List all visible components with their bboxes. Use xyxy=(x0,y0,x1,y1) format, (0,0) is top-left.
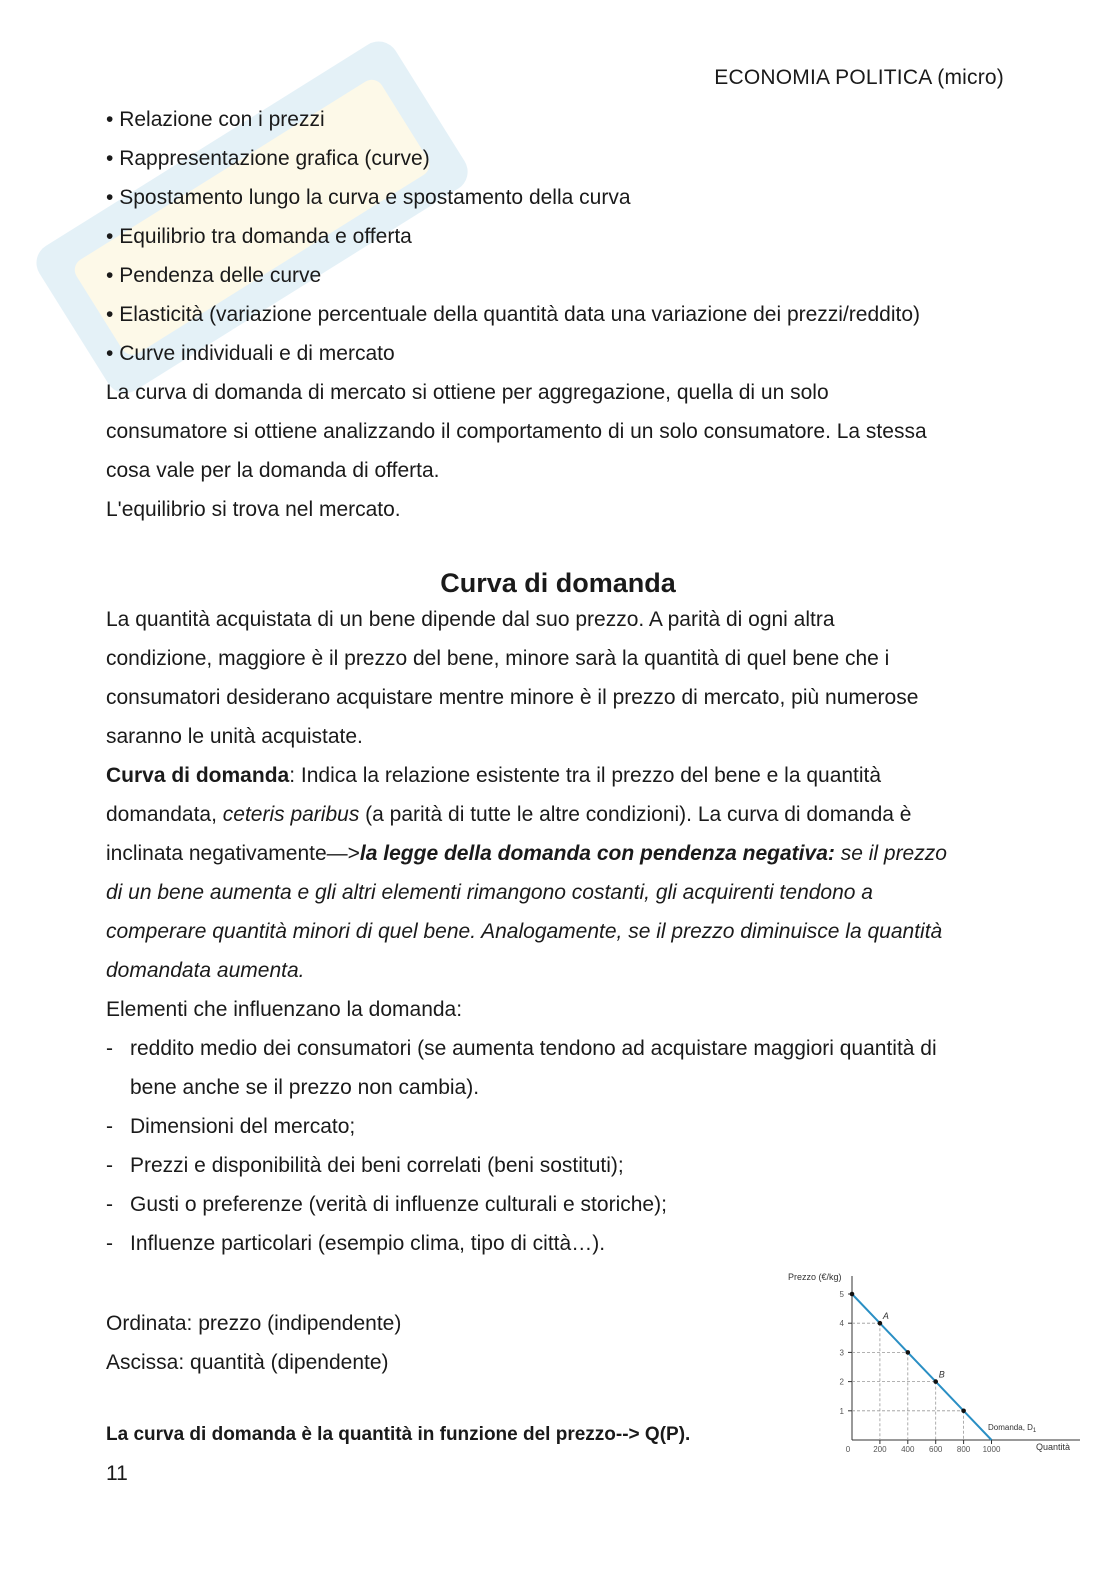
y-tick-label: 4 xyxy=(839,1319,844,1329)
point-label: A xyxy=(882,1311,889,1322)
paragraph-line: condizione, maggiore è il prezzo del bene, minore sarà la quantità di quel bene che i xyxy=(106,647,890,670)
list-item: • Equilibrio tra domanda e offerta xyxy=(106,225,412,248)
y-axis-label: Prezzo (€/kg) xyxy=(788,1272,842,1282)
paragraph-line: consumatori desiderano acquistare mentre minore è il prezzo di mercato, più numerose xyxy=(106,686,919,709)
dash: - xyxy=(106,1115,113,1138)
list-item: • Curve individuali e di mercato xyxy=(106,342,395,365)
bullet: • xyxy=(106,303,114,326)
demand-curve xyxy=(852,1294,992,1440)
data-point xyxy=(906,1350,911,1355)
list-item: - reddito medio dei consumatori (se aumenta tendono ad acquistare maggiori quantità di xyxy=(106,1029,1006,1068)
y-tick-label: 1 xyxy=(839,1406,844,1416)
list-item: - Gusti o preferenze (verità di influenze culturali e storiche); xyxy=(106,1185,1006,1224)
list-item: • Relazione con i prezzi xyxy=(106,108,325,131)
page-header: ECONOMIA POLITICA (micro) xyxy=(714,66,1004,89)
list-item: • Rappresentazione grafica (curve) xyxy=(106,147,430,170)
bullet: • xyxy=(106,186,114,209)
x-tick-label: 400 xyxy=(901,1445,915,1454)
paragraph-line: La quantità acquistata di un bene dipende dal suo prezzo. A parità di ogni altra xyxy=(106,608,835,631)
point-label: B xyxy=(938,1369,945,1380)
ordinata-note: Ordinata: prezzo (indipendente) xyxy=(106,1312,402,1335)
intro-line: La curva di domanda di mercato si ottiene per aggregazione, quella di un solo xyxy=(106,381,829,404)
definition-line: comperare quantità minori di quel bene. Analogamente, se il prezzo diminuisce la quantità xyxy=(106,920,943,943)
bullet: • xyxy=(106,108,114,131)
list-item: - Influenze particolari (esempio clima, tipo di città…). xyxy=(106,1224,1006,1263)
final-statement: La curva di domanda è la quantità in funzione del prezzo--> Q(P). xyxy=(106,1424,691,1445)
x-tick-label: 200 xyxy=(873,1445,887,1454)
list-item: • Spostamento lungo la curva e spostamento della curva xyxy=(106,186,631,209)
page-number: 11 xyxy=(106,1462,128,1485)
definition-line: domandata aumenta. xyxy=(106,959,305,982)
dash: - xyxy=(106,1232,113,1255)
definition-line: di un bene aumenta e gli altri elementi rimangono costanti, gli acquirenti tendono a xyxy=(106,881,873,904)
x-tick-label: 800 xyxy=(956,1445,971,1454)
dash: - xyxy=(106,1154,113,1177)
x-tick-label: 600 xyxy=(929,1445,943,1454)
list-item-continuation: bene anche se il prezzo non cambia). xyxy=(130,1076,480,1099)
data-point xyxy=(850,1292,855,1297)
dash: - xyxy=(106,1037,113,1060)
definition-term: Curva di domanda xyxy=(106,764,290,787)
data-point xyxy=(933,1379,938,1384)
paragraph-line: saranno le unità acquistate. xyxy=(106,725,363,748)
list-item: - Dimensioni del mercato; xyxy=(106,1107,1006,1146)
bullet: • xyxy=(106,264,114,287)
bullet: • xyxy=(106,225,114,248)
y-tick-label: 2 xyxy=(839,1377,844,1387)
list-item: • Pendenza delle curve xyxy=(106,264,322,287)
x-axis-label: Quantità xyxy=(1035,1442,1070,1452)
definition-line: domandata, ceteris paribus (a parità di tutte le altre condizioni). La curva di domanda è xyxy=(106,803,912,826)
bullet: • xyxy=(106,342,114,365)
main-text xyxy=(106,600,1006,1263)
ascissa-note: Ascissa: quantità (dipendente) xyxy=(106,1351,389,1374)
y-tick-label: 5 xyxy=(839,1290,844,1299)
x-tick-label: 0 xyxy=(845,1445,851,1454)
data-point xyxy=(878,1321,883,1326)
law-of-demand: la legge della domanda con pendenza negativa: xyxy=(359,842,835,865)
y-tick-label: 3 xyxy=(839,1348,844,1358)
dash: - xyxy=(106,1193,113,1216)
series-label: Domanda, $D_1$ xyxy=(988,1423,1037,1434)
data-point xyxy=(961,1409,966,1414)
intro-line: consumatore si ottiene analizzando il comportamento di un solo consumatore. La stessa xyxy=(106,420,927,443)
intro-line: cosa vale per la domanda di offerta. xyxy=(106,459,440,482)
x-tick-label: 1000 xyxy=(982,1445,1001,1454)
demand-chart xyxy=(770,1268,1080,1468)
definition-line: inclinata negativamente—>la legge della domanda con pendenza negativa: se il prezzo xyxy=(106,842,947,865)
bullet: • xyxy=(106,147,114,170)
list-item: • Elasticità (variazione percentuale della quantità data una variazione dei prezzi/reddito) xyxy=(106,303,921,326)
intro-line: L'equilibrio si trova nel mercato. xyxy=(106,498,401,521)
definition-line: Curva di domanda: Indica la relazione esistente tra il prezzo del bene e la quantità xyxy=(106,764,882,787)
bullet-list xyxy=(106,100,1006,529)
factors-intro: Elementi che influenzano la domanda: xyxy=(106,998,463,1021)
list-item: - Prezzi e disponibilità dei beni correlati (beni sostituti); xyxy=(106,1146,1006,1185)
series-label-subscript: 1 xyxy=(1032,1428,1037,1434)
section-title: Curva di domanda xyxy=(440,568,676,598)
